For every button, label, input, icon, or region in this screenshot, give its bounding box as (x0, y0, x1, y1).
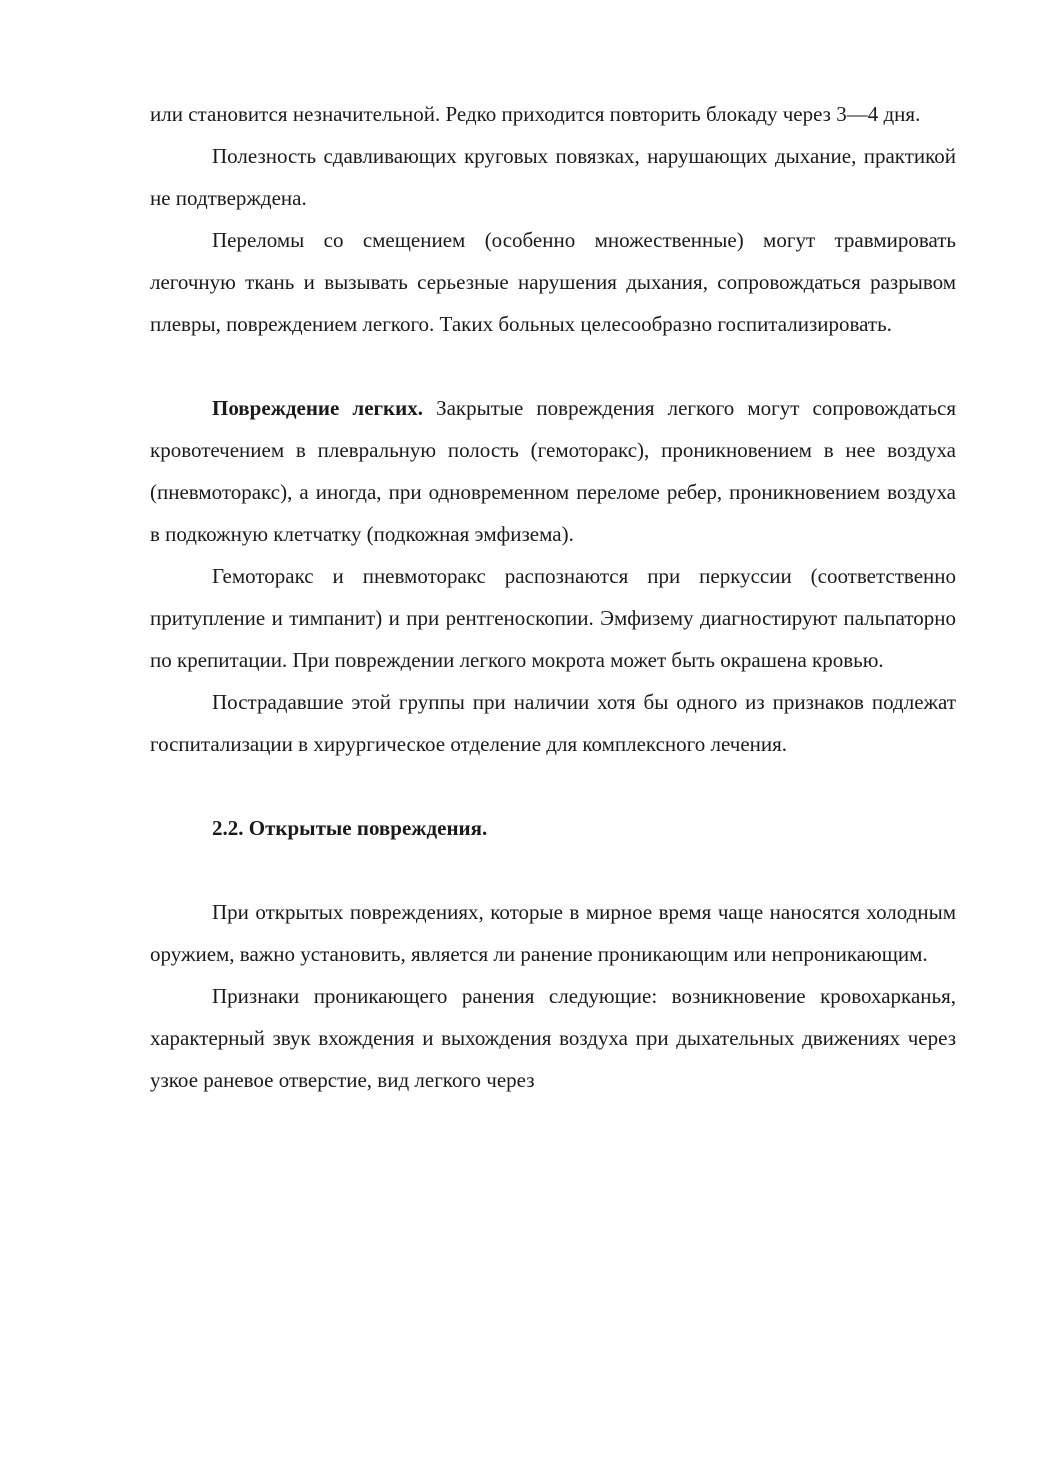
paragraph-continuation: или становится незначительной. Редко приходится повторить блокаду через 3—4 дня. (150, 102, 921, 126)
paragraph-penetrating-signs: Признаки проникающего ранения следующие: возникновение кровохарканья, характерный звук вхождения и выхождения воздуха при дыхательных движениях через узкое раневое отверстие, вид легкого через (150, 984, 956, 1092)
section-heading: 2.2. Открытые повреждения. (212, 816, 488, 840)
paragraph-open-injuries: При открытых повреждениях, которые в мирное время чаще наносятся холодным оружием, важно установить, является ли ранение проникающим или непроникающим. (150, 900, 956, 966)
section-gap (150, 849, 956, 891)
lung-injury-text: Закрытые повреждения легкого могут сопровождаться кровотечением в плевральную полость (гемоторакс), проникновением в нее воздуха (пневмоторакс), а иногда, при одновременном переломе ребер, проникновением воздуха в подкожную клетчатку (подкожная эмфизема). (150, 396, 956, 546)
document-page (150, 93, 956, 1101)
section-gap (150, 765, 956, 807)
paragraph-lung-injury (150, 387, 956, 555)
paragraph-bandages: Полезность сдавливающих круговых повязках, нарушающих дыхание, практикой не подтверждена. (150, 144, 956, 210)
lung-injury-title: Повреждение легких. (212, 396, 424, 420)
paragraph-diagnosis: Гемоторакс и пневмоторакс распознаются при перкуссии (соответственно притупление и тимпанит) и при рентгеноскопии. Эмфизему диагностируют пальпаторно по крепитации. При повреждении легкого мокрота может быть окрашена кровью. (150, 564, 956, 672)
paragraph-fractures: Переломы со смещением (особенно множественные) могут травмировать легочную ткань и вызывать серьезные нарушения дыхания, сопровождаться разрывом плевры, повреждением легкого. Таких больных целесообразно госпитализировать. (150, 228, 956, 336)
section-gap (150, 345, 956, 387)
paragraph-hospitalization: Пострадавшие этой группы при наличии хотя бы одного из признаков подлежат госпитализации в хирургическое отделение для комплексного лечения. (150, 690, 956, 756)
